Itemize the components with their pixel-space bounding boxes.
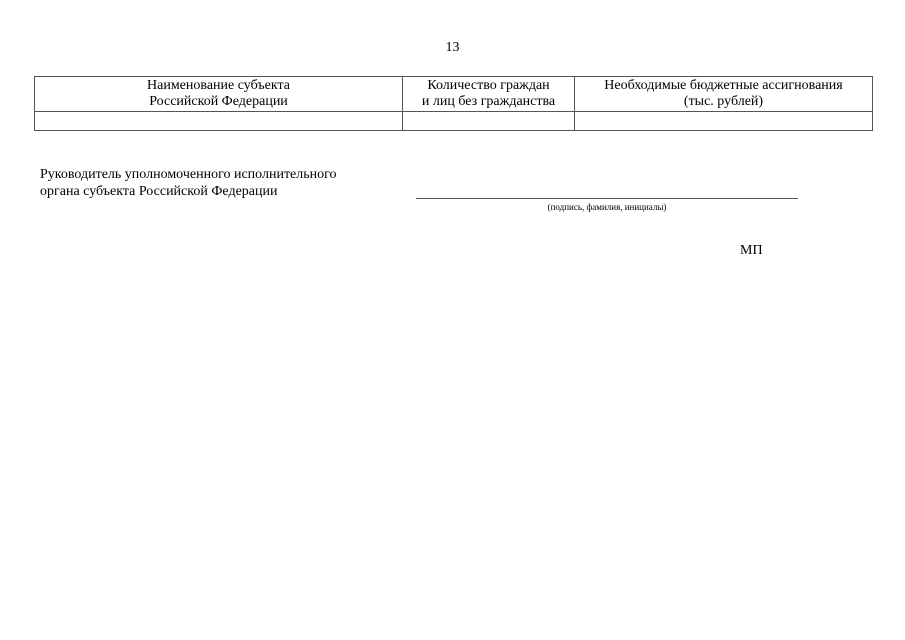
- table-cell-citizens-count: [403, 112, 575, 131]
- header-line: Необходимые бюджетные ассигнования: [604, 78, 843, 93]
- column-header-citizens-count: [403, 77, 575, 112]
- table-cell-subject: [35, 112, 403, 131]
- table-row: [35, 112, 873, 131]
- header-line: Наименование субъекта: [147, 78, 290, 93]
- signature-caption: (подпись, фамилия, инициалы): [547, 202, 667, 212]
- budget-allocation-table: [34, 76, 873, 131]
- stamp-place-label: МП: [740, 243, 763, 258]
- table-header-row: [35, 77, 873, 112]
- table-cell-budget: [575, 112, 873, 131]
- header-line: и лиц без гражданства: [421, 94, 556, 109]
- signatory-title: [40, 166, 337, 200]
- signatory-line: Руководитель уполномоченного исполнительного: [40, 167, 337, 182]
- header-line: Количество граждан: [427, 78, 550, 93]
- signature-line: [416, 198, 798, 199]
- page-number: 13: [445, 40, 460, 55]
- column-header-subject: [35, 77, 403, 112]
- signatory-line: органа субъекта Российской Федерации: [40, 184, 278, 199]
- header-line: Российской Федерации: [149, 94, 288, 109]
- header-line: (тыс. рублей): [683, 94, 764, 109]
- column-header-budget: [575, 77, 873, 112]
